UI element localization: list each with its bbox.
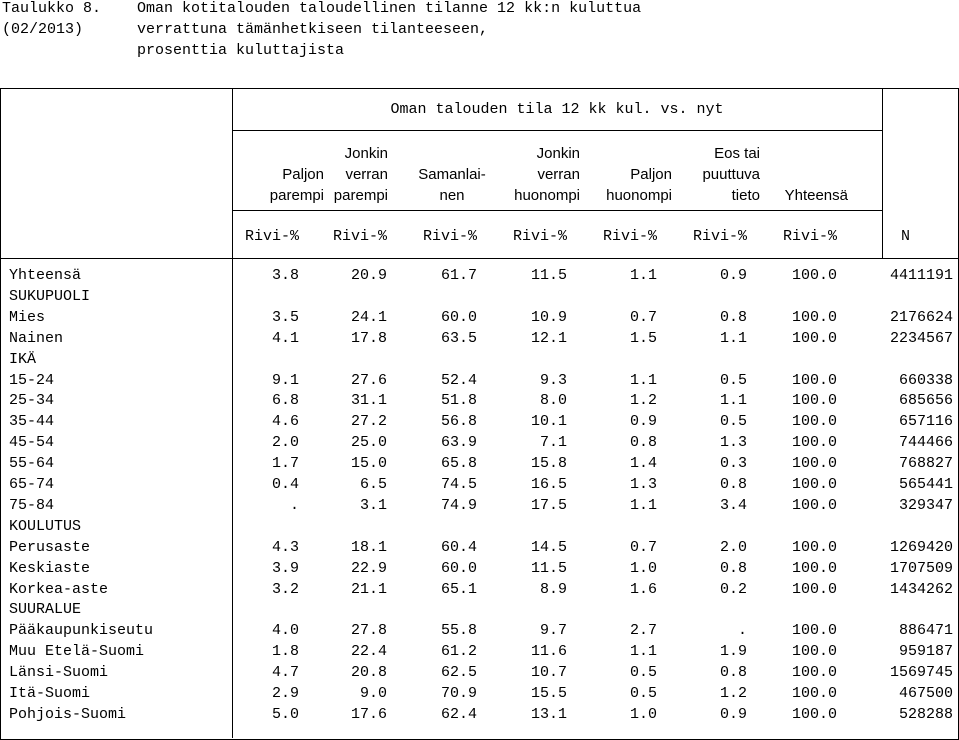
cell-value: 62.5: [440, 664, 477, 682]
cell-value: 1.8: [271, 643, 299, 661]
section-header-row: [0, 517, 959, 538]
super-header: Oman talouden tila 12 kk kul. vs. nyt: [390, 101, 724, 118]
cell-value: 4.3: [271, 538, 299, 556]
table-row: [0, 475, 959, 496]
n-header: N: [900, 228, 910, 245]
cell-n: 528288: [898, 705, 953, 723]
table-number: Taulukko 8.: [2, 0, 102, 17]
cell-value: 11.6: [530, 643, 567, 661]
cell-value: 8.9: [539, 580, 567, 598]
cell-n: 467500: [898, 685, 953, 702]
table-row: [0, 684, 959, 705]
cell-n: 1707509: [889, 559, 953, 577]
column-header-line: Samanlai-: [418, 166, 486, 183]
row-label: Korkea-aste: [9, 580, 109, 598]
table-row: [0, 663, 959, 684]
column-header-line: verran: [345, 166, 388, 183]
cell-value: 1.1: [719, 329, 747, 347]
cell-value: 0.3: [719, 455, 747, 473]
column-header-4: [500, 145, 580, 209]
cell-value: 61.2: [440, 643, 477, 661]
cell-value: 0.7: [629, 308, 657, 326]
cell-value: 2.9: [271, 685, 299, 702]
cell-value: 1.1: [719, 392, 747, 410]
column-header-line: Paljon: [282, 166, 324, 183]
table-row: [0, 412, 959, 433]
cell-value: 0.8: [629, 434, 657, 452]
cell-value: 52.4: [440, 371, 477, 389]
cell-value: 6.5: [359, 476, 387, 493]
cell-value: 0.7: [629, 538, 657, 556]
cell-value: 61.7: [440, 267, 477, 284]
column-header-line: parempi: [269, 187, 324, 204]
row-label: 55-64: [9, 455, 55, 473]
row-label: Mies: [9, 308, 46, 326]
cell-value: 63.5: [440, 329, 477, 347]
row-percent-label: Rivi-%: [692, 228, 747, 245]
column-header-line: Yhteensä: [784, 187, 848, 204]
cell-value: 100.0: [791, 413, 837, 431]
column-header-7: [760, 145, 848, 209]
table-row: [0, 580, 959, 601]
cell-value: 1.0: [629, 559, 657, 577]
cell-value: 11.5: [530, 559, 567, 577]
table-row: [0, 454, 959, 475]
row-label: Nainen: [9, 329, 64, 347]
cell-value: 10.9: [530, 308, 567, 326]
row-percent-label: Rivi-%: [782, 228, 837, 245]
cell-value: 60.0: [440, 308, 477, 326]
cell-value: 0.4: [271, 476, 299, 493]
row-label: Pääkaupunkiseutu: [9, 622, 154, 640]
table-row: [0, 329, 959, 350]
cell-value: 65.1: [440, 580, 477, 598]
cell-value: 1.1: [629, 643, 657, 661]
column-header-line: tieto: [731, 187, 760, 204]
row-label: Itä-Suomi: [9, 685, 91, 702]
column-header-line: Eos tai: [714, 145, 760, 162]
cell-value: 20.9: [350, 267, 387, 284]
cell-n: 1569745: [889, 664, 953, 682]
row-label: 75-84: [9, 496, 55, 514]
cell-value: 63.9: [440, 434, 477, 452]
column-header-line: huonompi: [606, 187, 672, 204]
cell-value: 1.1: [629, 267, 657, 284]
table-row: [0, 308, 959, 329]
section-label: KOULUTUS: [9, 517, 82, 535]
row-label: Keskiaste: [9, 559, 91, 577]
cell-value: 0.5: [719, 371, 747, 389]
table-row: [0, 371, 959, 392]
cell-value: 6.8: [271, 392, 299, 410]
cell-value: .: [737, 622, 747, 640]
table-caption: [0, 0, 641, 63]
column-header-line: puuttuva: [702, 166, 760, 183]
cell-value: 0.9: [629, 413, 657, 431]
super-header-rule: [232, 130, 882, 131]
cell-value: 17.6: [350, 705, 387, 723]
column-header-line: nen: [439, 187, 465, 204]
column-header-3: [404, 145, 500, 209]
cell-value: 100.0: [791, 455, 837, 473]
cell-value: 15.5: [530, 685, 567, 702]
cell-value: 100.0: [791, 371, 837, 389]
cell-value: 3.9: [271, 559, 299, 577]
cell-value: 74.9: [440, 496, 477, 514]
row-label: 25-34: [9, 392, 55, 410]
table-title-line-3: prosenttia kuluttajista: [137, 42, 345, 59]
cell-value: 2.0: [271, 434, 299, 452]
cell-n: 657116: [898, 413, 953, 431]
table-row: [0, 538, 959, 559]
cell-value: 0.8: [719, 559, 747, 577]
cell-value: 100.0: [791, 476, 837, 493]
cell-value: 9.7: [539, 622, 567, 640]
cell-n: 2234567: [889, 329, 953, 347]
cell-value: 15.0: [350, 455, 387, 473]
cell-n: 1434262: [889, 580, 953, 598]
cell-value: 3.1: [359, 496, 387, 514]
cell-value: 100.0: [791, 329, 837, 347]
cell-n: 768827: [898, 455, 953, 473]
cell-value: 1.2: [629, 392, 657, 410]
cell-value: 100.0: [791, 705, 837, 723]
cell-value: 27.2: [350, 413, 387, 431]
row-label: 65-74: [9, 476, 55, 493]
cell-value: 70.9: [440, 685, 477, 702]
header-body-rule: [0, 258, 958, 259]
table-title-line-1: Oman kotitalouden taloudellinen tilanne 12 kk:n kuluttua: [137, 0, 642, 17]
table-row: [0, 559, 959, 580]
cell-value: 1.2: [719, 685, 747, 702]
cell-n: 1269420: [889, 538, 953, 556]
cell-value: 2.0: [719, 538, 747, 556]
row-label: Muu Etelä-Suomi: [9, 643, 145, 661]
table-row: [0, 391, 959, 412]
cell-value: 9.0: [359, 685, 387, 702]
cell-value: 11.5: [530, 267, 567, 284]
section-label: SUKUPUOLI: [9, 287, 91, 305]
row-label: Perusaste: [9, 538, 91, 556]
cell-value: 1.9: [719, 643, 747, 661]
cell-value: 55.8: [440, 622, 477, 640]
table-row: [0, 266, 959, 287]
column-header-line: Paljon: [630, 166, 672, 183]
cell-value: 13.1: [530, 705, 567, 723]
table-row: [0, 705, 959, 726]
cell-value: 100.0: [791, 685, 837, 702]
cell-value: 1.3: [629, 476, 657, 493]
row-label: Pohjois-Suomi: [9, 705, 127, 723]
column-header-line: Jonkin: [344, 145, 388, 162]
cell-value: 8.0: [539, 392, 567, 410]
row-label: 45-54: [9, 434, 55, 452]
cell-value: 100.0: [791, 496, 837, 514]
cell-n: 959187: [898, 643, 953, 661]
cell-value: 1.7: [271, 455, 299, 473]
cell-value: 3.5: [271, 308, 299, 326]
cell-value: 1.0: [629, 705, 657, 723]
cell-value: 4.1: [271, 329, 299, 347]
column-header-5: [584, 145, 672, 209]
row-label: Yhteensä: [9, 267, 82, 284]
column-header-6: [680, 145, 760, 209]
row-label: 35-44: [9, 413, 55, 431]
column-header-line: huonompi: [514, 187, 580, 204]
cell-value: 16.5: [530, 476, 567, 493]
cell-value: 100.0: [791, 559, 837, 577]
section-header-row: [0, 600, 959, 621]
cell-value: 31.1: [350, 392, 387, 410]
row-percent-label: Rivi-%: [602, 228, 657, 245]
cell-value: 20.8: [350, 664, 387, 682]
cell-value: 3.8: [271, 267, 299, 284]
cell-value: 0.8: [719, 476, 747, 493]
column-header-line: parempi: [333, 187, 388, 204]
table-date: (02/2013): [2, 21, 84, 38]
cell-value: 14.5: [530, 538, 567, 556]
cell-value: 3.4: [719, 496, 747, 514]
cell-value: 0.9: [719, 267, 747, 284]
cell-value: 100.0: [791, 664, 837, 682]
cell-n: 744466: [898, 434, 953, 452]
cell-value: 22.9: [350, 559, 387, 577]
cell-value: 65.8: [440, 455, 477, 473]
cell-value: 100.0: [791, 392, 837, 410]
row-label: 15-24: [9, 371, 55, 389]
cell-value: 24.1: [350, 308, 387, 326]
cell-value: 100.0: [791, 580, 837, 598]
cell-value: 60.0: [440, 559, 477, 577]
cell-value: 0.8: [719, 308, 747, 326]
cell-value: 0.5: [629, 685, 657, 702]
cell-value: 2.7: [629, 622, 657, 640]
cell-n: 4411191: [889, 267, 953, 284]
cell-n: 2176624: [889, 308, 953, 326]
cell-value: 0.2: [719, 580, 747, 598]
cell-value: 100.0: [791, 643, 837, 661]
cell-value: 74.5: [440, 476, 477, 493]
section-header-row: [0, 350, 959, 371]
cell-value: 25.0: [350, 434, 387, 452]
cell-value: 1.1: [629, 496, 657, 514]
cell-value: 17.5: [530, 496, 567, 514]
cell-value: 100.0: [791, 622, 837, 640]
cell-value: 4.0: [271, 622, 299, 640]
cell-value: 10.7: [530, 664, 567, 682]
cell-value: 10.1: [530, 413, 567, 431]
column-header-line: Jonkin: [536, 145, 580, 162]
column-header-1: [232, 145, 324, 209]
section-label: SUURALUE: [9, 601, 82, 619]
cell-value: 27.8: [350, 622, 387, 640]
cell-value: 0.5: [719, 413, 747, 431]
cell-n: 886471: [898, 622, 953, 640]
cell-value: 9.1: [271, 371, 299, 389]
cell-value: 100.0: [791, 267, 837, 284]
table-row: [0, 642, 959, 663]
cell-value: 15.8: [530, 455, 567, 473]
cell-value: 5.0: [271, 705, 299, 723]
cell-value: 1.4: [629, 455, 657, 473]
cell-value: 18.1: [350, 538, 387, 556]
table-row: [0, 621, 959, 642]
row-percent-label: Rivi-%: [244, 228, 299, 245]
cell-value: 62.4: [440, 705, 477, 723]
row-percent-label: Rivi-%: [512, 228, 567, 245]
cell-value: 3.2: [271, 580, 299, 598]
cell-value: 0.8: [719, 664, 747, 682]
cell-value: 7.1: [539, 434, 567, 452]
cell-value: 12.1: [530, 329, 567, 347]
table-row: [0, 496, 959, 517]
cell-value: 9.3: [539, 371, 567, 389]
cell-value: 1.1: [629, 371, 657, 389]
table-title-line-2: verrattuna tämänhetkiseen tilanteeseen,: [137, 21, 489, 38]
cell-value: 100.0: [791, 538, 837, 556]
cell-n: 685656: [898, 392, 953, 410]
table-row: [0, 433, 959, 454]
cell-value: 4.6: [271, 413, 299, 431]
cell-value: 51.8: [440, 392, 477, 410]
cell-value: 56.8: [440, 413, 477, 431]
cell-n: 660338: [898, 371, 953, 389]
cell-value: 22.4: [350, 643, 387, 661]
cell-value: 21.1: [350, 580, 387, 598]
row-percent-label: Rivi-%: [332, 228, 387, 245]
column-header-rule: [232, 210, 882, 211]
cell-value: 100.0: [791, 308, 837, 326]
cell-value: 17.8: [350, 329, 387, 347]
section-label: IKÄ: [9, 350, 37, 368]
cell-value: 100.0: [791, 434, 837, 452]
cell-value: 0.5: [629, 664, 657, 682]
column-header-2: [324, 145, 388, 209]
cell-value: 0.9: [719, 705, 747, 723]
cell-value: .: [289, 496, 299, 514]
cell-value: 60.4: [440, 538, 477, 556]
cell-value: 1.3: [719, 434, 747, 452]
cell-value: 1.5: [629, 329, 657, 347]
column-header-line: verran: [537, 166, 580, 183]
section-header-row: [0, 287, 959, 308]
cell-value: 27.6: [350, 371, 387, 389]
row-percent-label: Rivi-%: [422, 228, 477, 245]
cell-value: 1.6: [629, 580, 657, 598]
cell-value: 4.7: [271, 664, 299, 682]
cell-n: 565441: [898, 476, 953, 493]
cell-n: 329347: [898, 496, 953, 514]
row-label: Länsi-Suomi: [9, 664, 109, 682]
